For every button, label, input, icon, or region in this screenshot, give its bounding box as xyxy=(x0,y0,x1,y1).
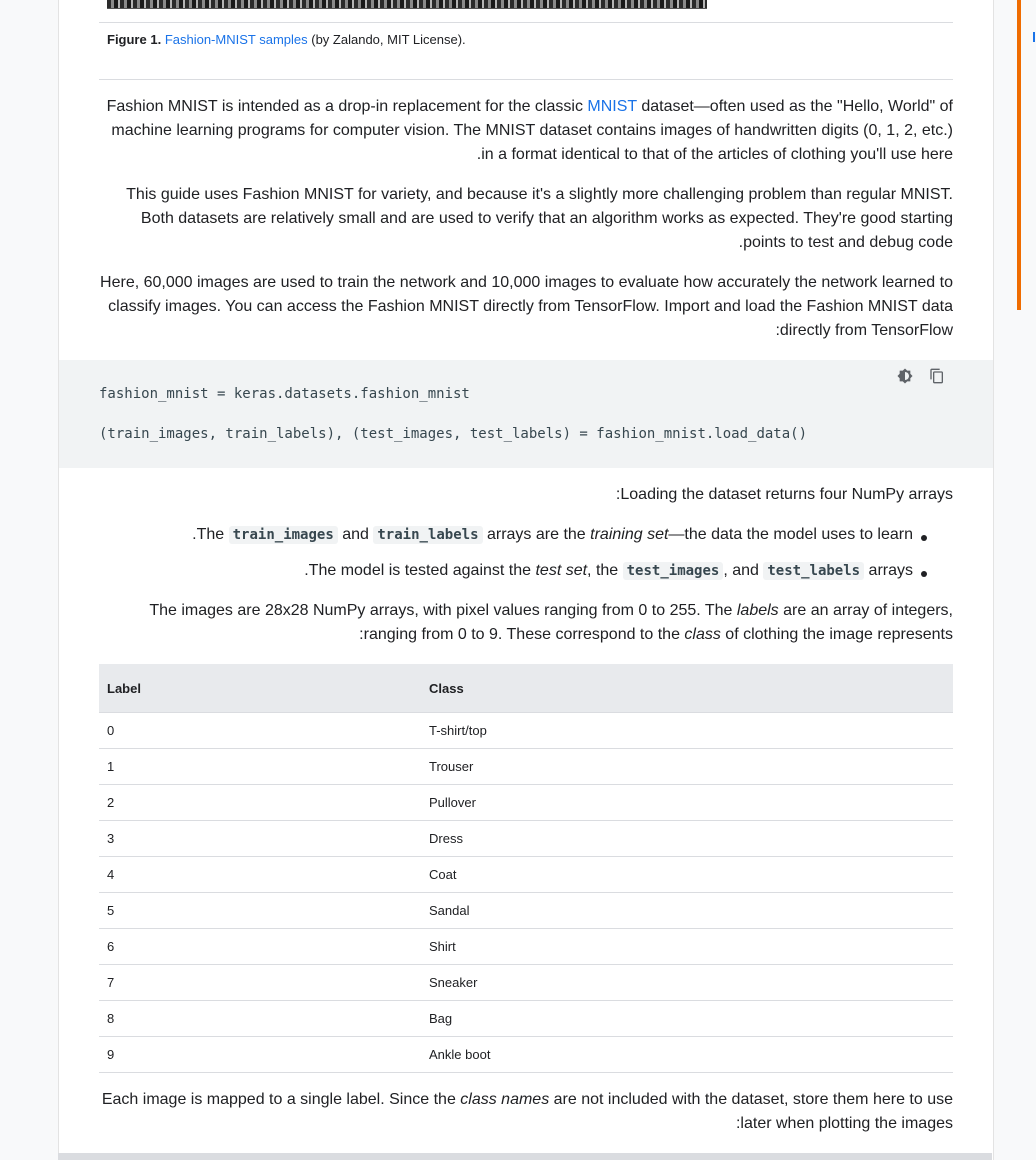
table-row xyxy=(99,785,953,821)
article-page xyxy=(58,0,994,1160)
table-row xyxy=(99,893,953,929)
mnist-link[interactable]: MNIST xyxy=(587,98,637,115)
label-cell: 7 xyxy=(99,965,421,1001)
table-row xyxy=(99,1001,953,1037)
toc-progress-indicator xyxy=(1017,0,1021,310)
header-class: Class xyxy=(421,664,953,713)
text: Fashion MNIST is intended as a drop-in replacement for the classic xyxy=(106,98,588,115)
class-cell: Dress xyxy=(421,821,953,857)
code-line-2: (train_images, train_labels), (test_images, test_labels) = fashion_mnist.load_data() xyxy=(99,426,808,442)
table-row xyxy=(99,749,953,785)
code-block[interactable] xyxy=(59,360,993,468)
list-item: The model is tested against the test set, the test_images , and test_labels arrays. xyxy=(99,559,953,595)
next-code-block-edge xyxy=(58,1153,992,1160)
figure-image xyxy=(107,0,707,9)
code-train-images: train_images xyxy=(229,526,338,544)
load-paragraph: Here, 60,000 images are used to train the network and 10,000 images to evaluate how accurately the network learned to classify images. You can access the Fashion MNIST directly from TensorFlow. Import and load the Fashion MNIST data directly from TensorFlow: xyxy=(100,274,953,339)
bullet-icon xyxy=(921,571,927,577)
table-row xyxy=(99,965,953,1001)
label-cell: 0 xyxy=(99,713,421,749)
copy-icon[interactable] xyxy=(929,368,945,384)
class-table xyxy=(99,664,953,1073)
table-row xyxy=(99,1037,953,1073)
code-train-labels: train_labels xyxy=(373,526,482,544)
class-cell: Sneaker xyxy=(421,965,953,1001)
class-names-paragraph: Each image is mapped to a single label. Since the class names are not included with the dataset, store them here to use later when plotting the images: xyxy=(101,1091,953,1132)
figure-source-link[interactable]: Fashion-MNIST samples xyxy=(164,32,308,47)
code-test-images: test_images xyxy=(623,562,724,580)
class-cell: Pullover xyxy=(421,785,953,821)
class-cell: Sandal xyxy=(421,893,953,929)
label-cell: 2 xyxy=(99,785,421,821)
list-item: The train_images and train_labels arrays are the training set—the data the model uses to learn. xyxy=(99,523,953,559)
guide-paragraph: This guide uses Fashion MNIST for variety, and because it's a slightly more challenging problem than regular MNIST. Both datasets are relatively small and are used to verify that an algorithm works as expected. They're good starting points to test and debug code. xyxy=(126,186,953,251)
label-cell: 3 xyxy=(99,821,421,857)
class-cell: Trouser xyxy=(421,749,953,785)
brightness-icon[interactable] xyxy=(897,368,913,384)
figure-label: Figure 1. xyxy=(107,32,162,47)
code-line-1: fashion_mnist = keras.datasets.fashion_mnist xyxy=(99,386,470,402)
class-cell: Coat xyxy=(421,857,953,893)
divider xyxy=(99,22,953,23)
labels-paragraph: The images are 28x28 NumPy arrays, with pixel values ranging from 0 to 255. The labels are an array of integers, ranging from 0 to 9. These correspond to the class of clothing the image represents: xyxy=(149,602,953,643)
arrays-list xyxy=(99,523,953,595)
arrays-paragraph: Loading the dataset returns four NumPy arrays: xyxy=(615,486,953,503)
text: dataset—often used as the "Hello, World" of machine learning programs for computer vision. The MNIST dataset contains images of handwritten digits (0, 1, 2, etc.) in a format identical to that of the articles of clothing you'll use here. xyxy=(111,98,953,163)
header-label: Label xyxy=(99,664,421,713)
label-cell: 1 xyxy=(99,749,421,785)
figure-caption xyxy=(107,32,466,47)
label-cell: 5 xyxy=(99,893,421,929)
divider xyxy=(99,79,953,80)
table-header-row xyxy=(99,664,953,713)
code-test-labels: test_labels xyxy=(763,562,864,580)
class-cell: Ankle boot xyxy=(421,1037,953,1073)
table-row xyxy=(99,857,953,893)
label-cell: 8 xyxy=(99,1001,421,1037)
class-cell: Bag xyxy=(421,1001,953,1037)
class-cell: T-shirt/top xyxy=(421,713,953,749)
figure-credit: (by Zalando, MIT License). xyxy=(311,32,466,47)
label-cell: 6 xyxy=(99,929,421,965)
table-row xyxy=(99,713,953,749)
table-row xyxy=(99,929,953,965)
label-cell: 4 xyxy=(99,857,421,893)
table-row xyxy=(99,821,953,857)
class-cell: Shirt xyxy=(421,929,953,965)
bullet-icon xyxy=(921,535,927,541)
intro-paragraph xyxy=(99,95,953,167)
toc-edge-link[interactable] xyxy=(1033,32,1035,42)
label-cell: 9 xyxy=(99,1037,421,1073)
